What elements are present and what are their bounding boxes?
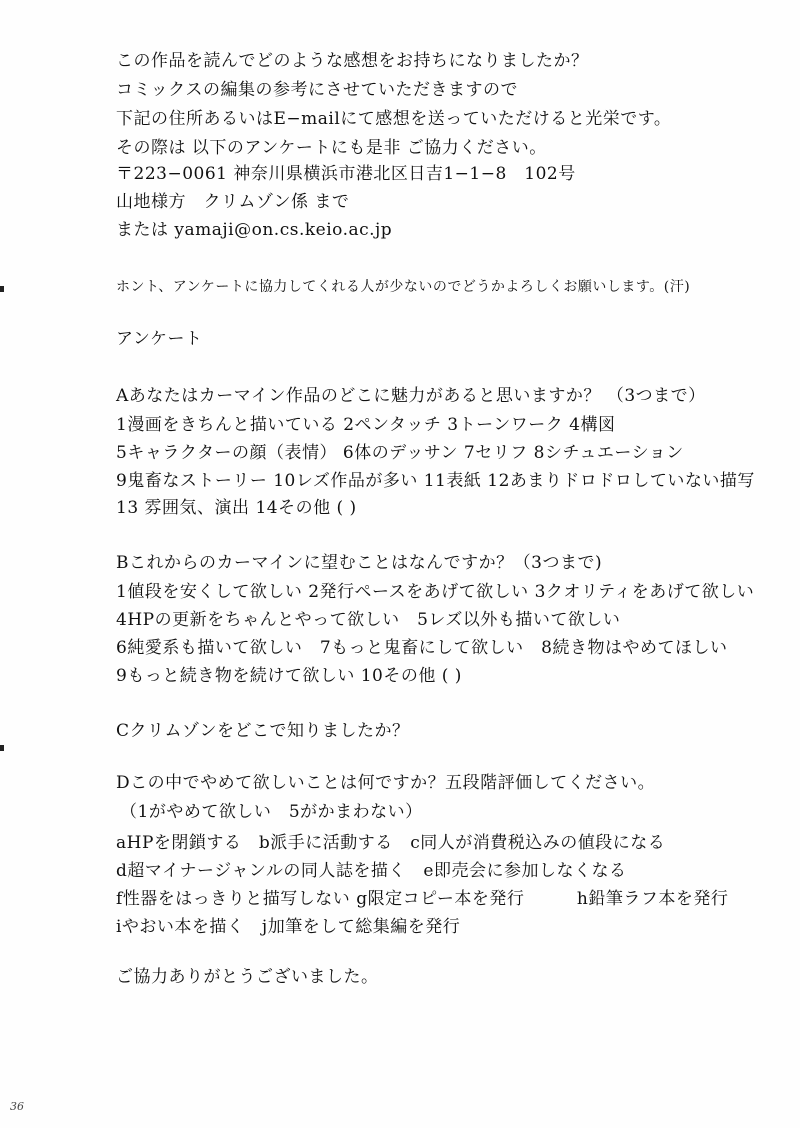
survey-title: アンケート xyxy=(116,329,203,349)
question-a-options-4: 13 雰囲気、演出 14その他 ( ) xyxy=(116,498,357,518)
closing-thanks: ご協力ありがとうございました。 xyxy=(116,967,379,987)
question-d-scale: （1がやめて欲しい 5がかまわない） xyxy=(120,802,423,822)
question-d-options-3: f性器をはっきりと描写しない g限定コピー本を発行 h鉛筆ラフ本を発行 xyxy=(116,889,729,909)
question-b: Bこれからのカーマインに望むことはなんですか？（3つまで) xyxy=(116,553,603,573)
request-note: ホント、アンケートに協力してくれる人が少ないのでどうかよろしくお願いします。(汗) xyxy=(116,279,691,295)
page-number: 36 xyxy=(10,1100,24,1113)
intro-line-1: この作品を読んでどのような感想をお持ちになりましたか？ xyxy=(116,51,589,71)
question-b-options-1: 1値段を安くして欲しい 2発行ペースをあげて欲しい 3クオリティをあげて欲しい xyxy=(116,582,755,602)
question-b-options-2: 4HPの更新をちゃんとやって欲しい 5レズ以外も描いて欲しい xyxy=(116,610,621,630)
recipient: 山地様方 クリムゾン係 まで xyxy=(116,192,350,212)
question-d: Dこの中でやめて欲しいことは何ですか？五段階評価してください。 xyxy=(116,773,656,793)
binding-mark xyxy=(0,286,4,292)
question-b-options-3: 6純愛系も描いて欲しい 7もっと鬼畜にして欲しい 8続き物はやめてほしい xyxy=(116,638,728,658)
question-a-options-3: 9鬼畜なストーリー 10レズ作品が多い 11表紙 12あまりドロドロしていない描写 xyxy=(116,471,755,491)
question-a-options-1: 1漫画をきちんと描いている 2ペンタッチ 3トーンワーク 4構図 xyxy=(116,415,616,435)
intro-line-4: その際は 以下のアンケートにも是非 ご協力ください。 xyxy=(116,138,547,158)
question-d-options-2: d超マイナージャンルの同人誌を描く e即売会に参加しなくなる xyxy=(116,861,627,881)
binding-mark xyxy=(0,745,4,751)
email-address: または yamaji@on.cs.keio.ac.jp xyxy=(116,220,393,240)
question-a-options-2: 5キャラクターの顔（表情） 6体のデッサン 7セリフ 8シチュエーション xyxy=(116,443,684,463)
question-c: Cクリムゾンをどこで知りましたか？ xyxy=(116,721,410,741)
question-d-options-1: aHPを閉鎖する b派手に活動する c同人が消費税込みの値段になる xyxy=(116,833,666,853)
question-d-options-4: iやおい本を描く j加筆をして総集編を発行 xyxy=(116,917,461,937)
intro-line-2: コミックスの編集の参考にさせていただきますので xyxy=(116,80,518,100)
question-b-options-4: 9もっと続き物を続けて欲しい 10その他 ( ) xyxy=(116,666,462,686)
question-a: Aあなたはカーマイン作品のどこに魅力があると思いますか？ （3つまで） xyxy=(116,386,706,406)
postal-address: 〒223−0061 神奈川県横浜市港北区日吉1−1−8 102号 xyxy=(116,164,576,184)
intro-line-3: 下記の住所あるいはE−mailにて感想を送っていただけると光栄です。 xyxy=(116,109,672,129)
